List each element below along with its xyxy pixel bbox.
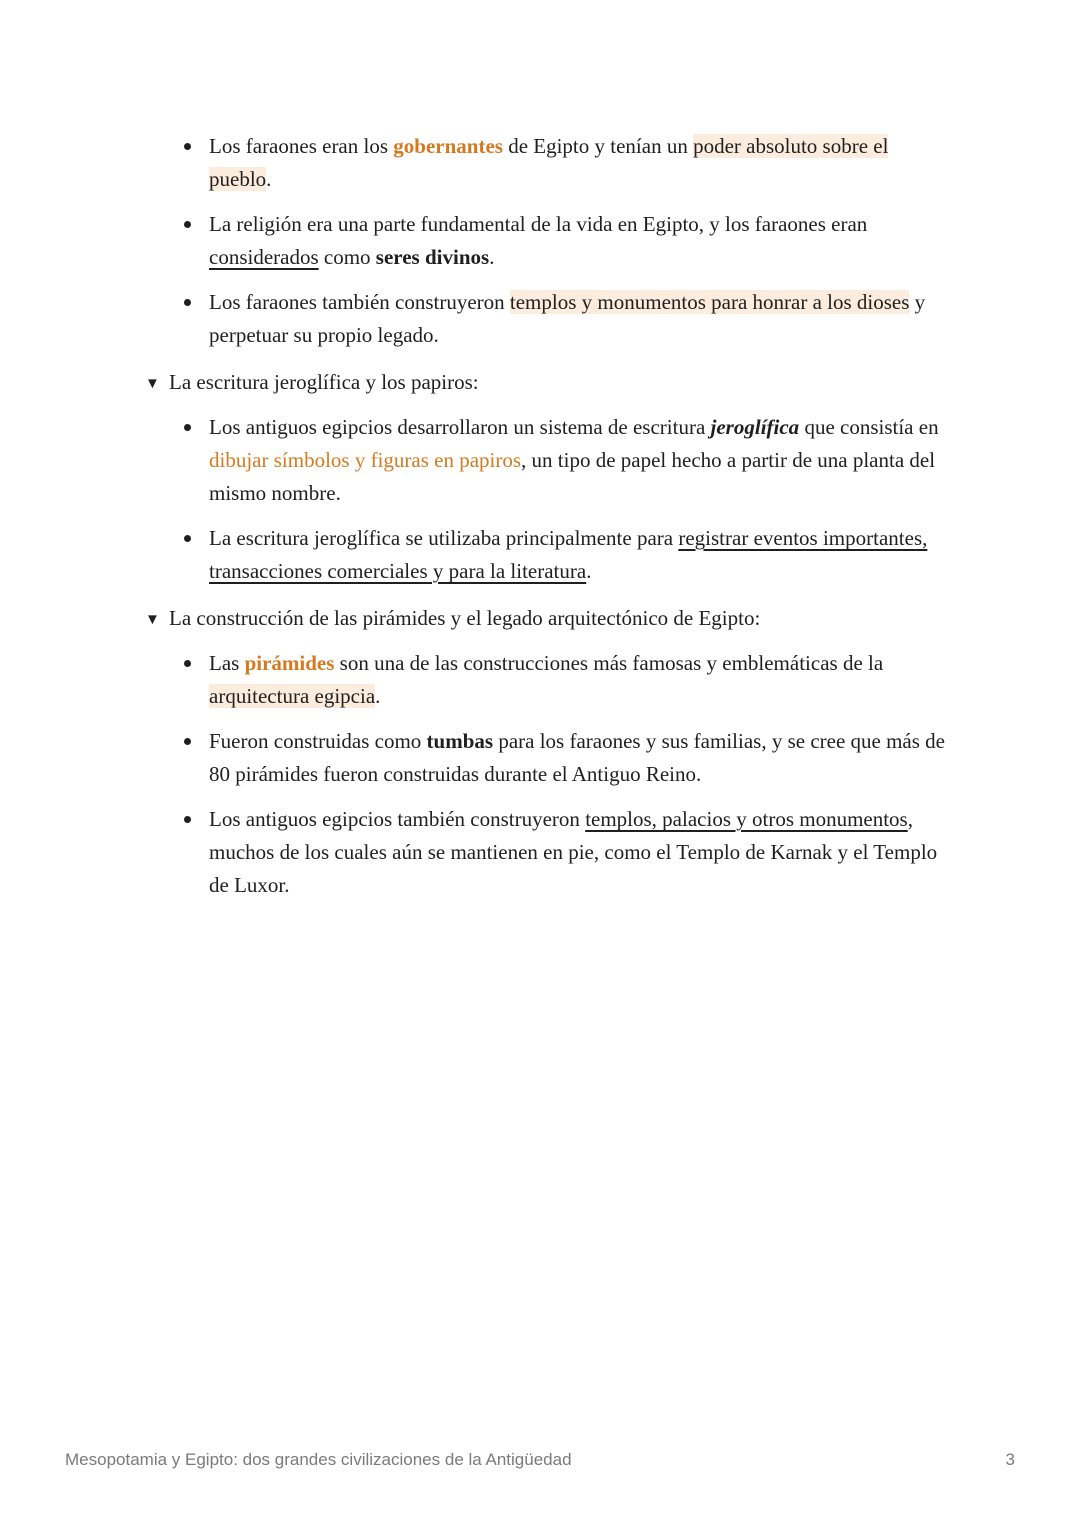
text-span: Los faraones también construyeron (209, 290, 510, 314)
page-number: 3 (1005, 1450, 1015, 1469)
triangle-down-icon[interactable]: ▼ (145, 612, 160, 628)
list-item (209, 208, 954, 274)
triangle-down-icon[interactable]: ▼ (145, 376, 160, 392)
toggle-heading-text: La construcción de las pirámides y el legado arquitectónico de Egipto: (169, 606, 761, 630)
toggle-heading-escritura[interactable] (145, 366, 479, 401)
underlined-considerados: considerados (209, 245, 319, 269)
text-span: . (586, 559, 592, 583)
highlight-templos-monumentos: templos y monumentos para honrar a los dioses (509, 290, 910, 314)
text-span: La religión era una parte fundamental de la vida en Egipto, y los faraones eran (209, 212, 868, 236)
text-span: como (318, 245, 376, 269)
underlined-templos-palacios: templos, palacios y otros monumentos (585, 807, 908, 831)
text-span: , muchos de los cuales aún se mantienen en pie, como el Templo de Karnak y el Templo de Luxor. (209, 807, 938, 897)
text-span: de Egipto y tenían un (502, 134, 694, 158)
text-span: para los faraones y sus familias, y se cree que más de 80 pirámides fueron construidas durante el Antiguo Reino. (209, 729, 945, 786)
text-span: . (375, 684, 381, 708)
section3-bullet-list (209, 647, 954, 902)
page-footer (65, 1448, 1015, 1472)
text-span: Los antiguos egipcios también construyeron (209, 807, 586, 831)
keyword-gobernantes: gobernantes (393, 134, 503, 158)
highlight-poder-absoluto: poder absoluto sobre el pueblo (209, 134, 889, 191)
section1-bullet-list (209, 130, 954, 352)
footer-title: Mesopotamia y Egipto: dos grandes civilizaciones de la Antigüedad (65, 1450, 572, 1469)
section2-bullet-list (209, 411, 954, 588)
list-item (209, 647, 954, 713)
list-item (209, 725, 954, 791)
bold-tumbas: tumbas (426, 729, 494, 753)
list-item (209, 803, 954, 902)
orange-dibujar-simbolos: dibujar símbolos y figuras en papiros (209, 448, 522, 472)
keyword-piramides: pirámides (244, 651, 335, 675)
list-item (209, 286, 954, 352)
bold-seres-divinos: seres divinos (375, 245, 490, 269)
text-span: , un tipo de papel hecho a partir de una planta del mismo nombre. (209, 448, 936, 505)
text-span: Las (209, 651, 245, 675)
text-span: Fueron construidas como (209, 729, 427, 753)
text-span: son una de las construcciones más famosas y emblemáticas de la (334, 651, 884, 675)
text-span: Los faraones eran los (209, 134, 394, 158)
text-span: La escritura jeroglífica se utilizaba principalmente para (209, 526, 679, 550)
list-item (209, 522, 954, 588)
underlined-registrar-eventos: registrar eventos importantes, transacciones comerciales y para la literatura (209, 526, 928, 583)
toggle-heading-text: La escritura jeroglífica y los papiros: (169, 370, 479, 394)
text-span: Los antiguos egipcios desarrollaron un sistema de escritura (209, 415, 711, 439)
text-span: y perpetuar su propio legado. (209, 290, 926, 347)
highlight-arquitectura-egipcia: arquitectura egipcia (209, 684, 376, 708)
text-span: que consistía en (799, 415, 939, 439)
toggle-heading-piramides[interactable] (145, 602, 760, 637)
text-span: . (489, 245, 495, 269)
text-span: . (266, 167, 272, 191)
bold-italic-jeroglifica: jeroglífica (710, 415, 800, 439)
list-item (209, 411, 954, 510)
list-item (209, 130, 954, 196)
